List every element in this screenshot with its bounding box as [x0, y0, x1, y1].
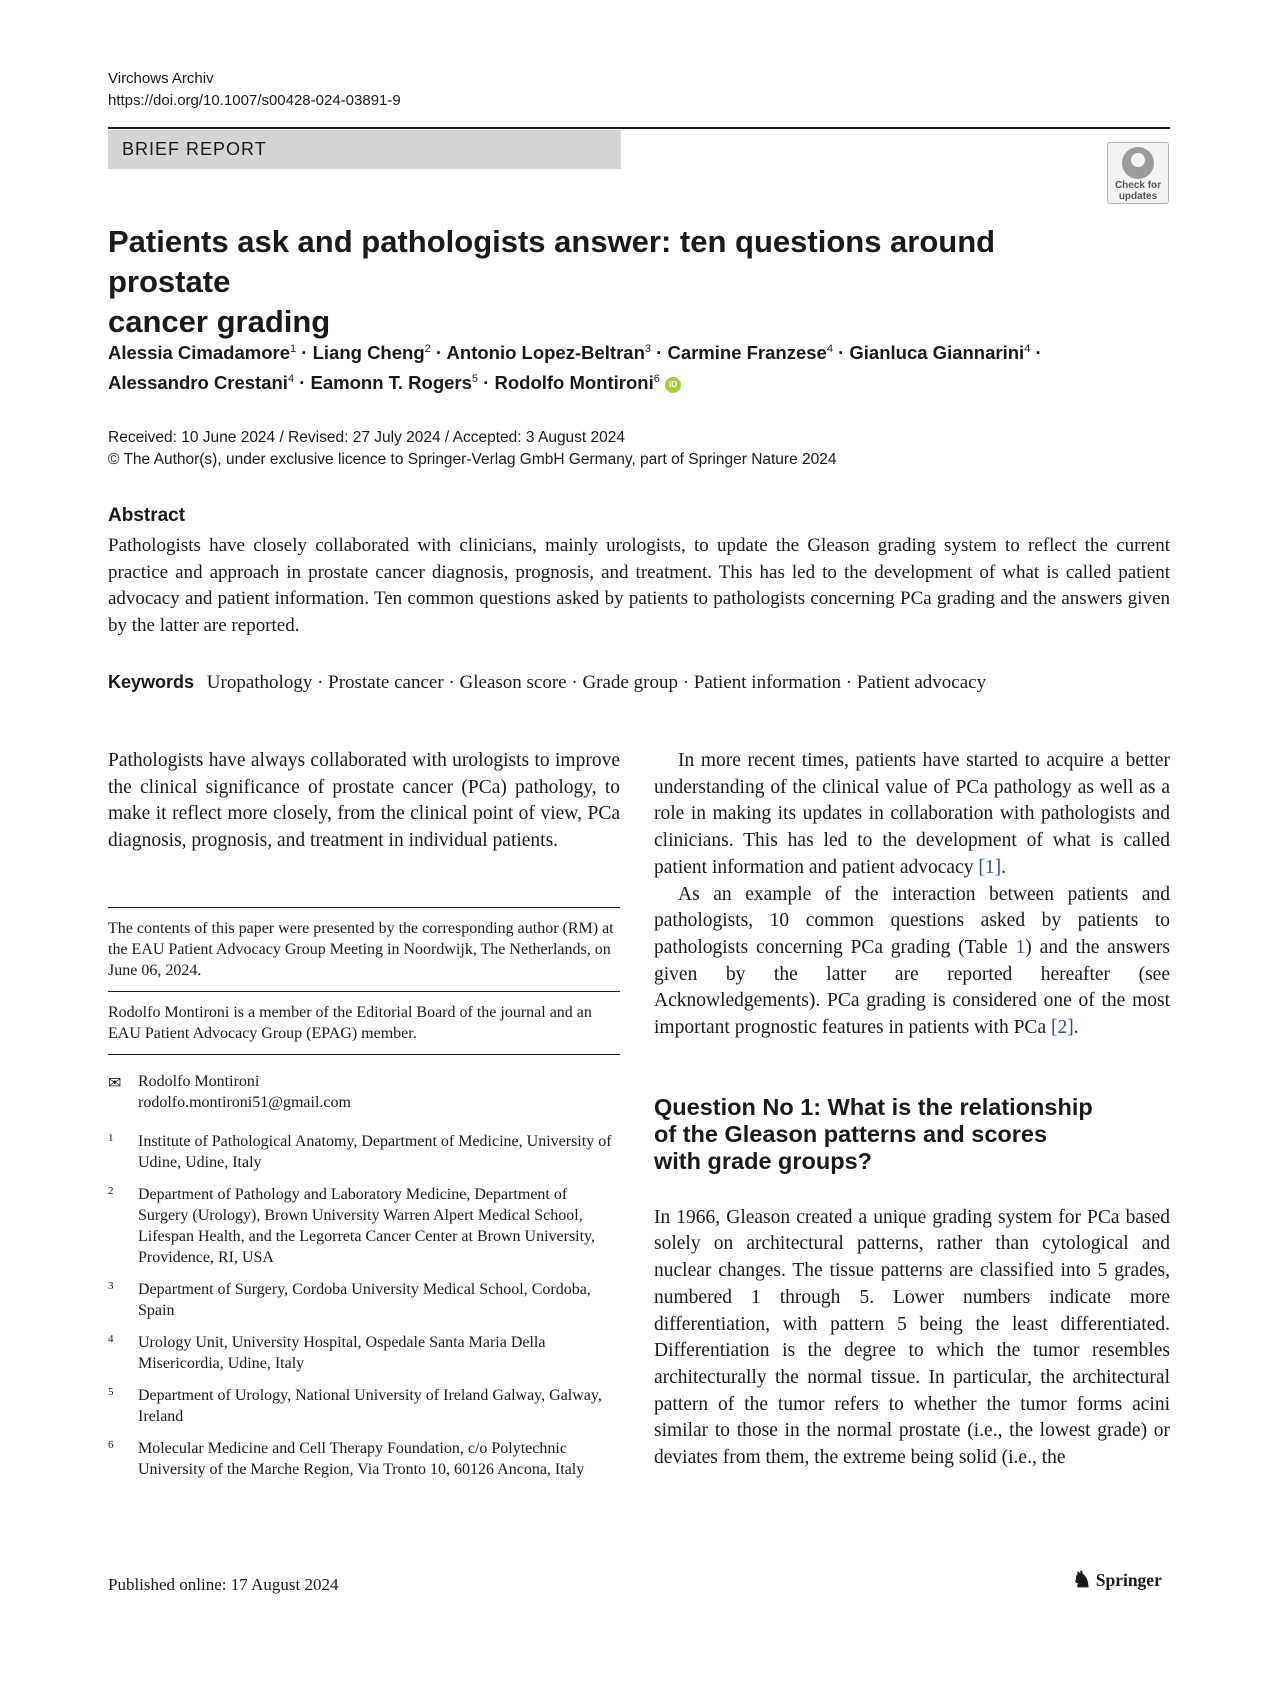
table-link[interactable]: 1 [1015, 936, 1026, 958]
author[interactable]: Rodolfo Montironi$^6$ [494, 372, 660, 394]
title-line-2: cancer grading [108, 304, 331, 339]
author[interactable]: Carmine Franzese$^4$ [667, 342, 833, 364]
journal-header [108, 68, 401, 112]
intro-paragraph: Pathologists have always collaborated with urologists to improve the clinical significance of prostate cancer (PCa) pathology, to make it reflect more closely, from the clinical point of view, PCa diagnosis, prognosis, and treatment in individual patients. [108, 750, 620, 852]
article-type-label: BRIEF REPORT [122, 139, 267, 159]
abstract-text: Pathologists have closely collaborated with clinicians, mainly urologists, to update the Gleason grading system to reflect the current practice and approach in prostate cancer diagnosis, prognosis, and treatment. This has led to the development of what is called patient advocacy and patient information. Ten common questions asked by patients to pathologists concerning PCa grading and the answers given by the latter are reported. [108, 535, 1170, 636]
footnote-rule [108, 907, 620, 908]
author[interactable]: Gianluca Giannarini$^4$ [849, 342, 1031, 364]
keywords-label: Keywords [108, 672, 195, 692]
header-rule [108, 127, 1170, 129]
crossmark-badge[interactable] [1107, 142, 1169, 204]
affiliation-item: 4 Urology Unit, University Hospital, Ospedale Santa Maria Della Misericordia, Udine, Italy [108, 1332, 546, 1372]
envelope-icon: ✉ [108, 1074, 122, 1092]
right-column [654, 748, 1170, 1472]
article-type-bar [108, 130, 621, 169]
footnote-rule [108, 1054, 620, 1055]
correspondence [108, 1071, 620, 1113]
correspondence-name: Rodolfo Montironi [138, 1072, 260, 1090]
author[interactable]: Alessia Cimadamore$^1$ [108, 342, 297, 364]
left-column [108, 748, 620, 1491]
author-separator: · [483, 372, 490, 394]
keyword: Gleason score [459, 672, 567, 693]
publisher-logo [1072, 1567, 1162, 1593]
author-separator: · [435, 342, 443, 364]
orcid-icon[interactable]: iD [665, 377, 681, 393]
abstract-heading: Abstract [108, 505, 186, 526]
author-separator: · [1035, 342, 1042, 364]
citation-link[interactable]: [2] [1050, 1017, 1074, 1039]
correspondence-email[interactable]: rodolfo.montironi51@gmail.com [138, 1093, 351, 1111]
affiliations [108, 1131, 620, 1480]
author-separator: · [299, 372, 306, 394]
author-separator: · [301, 342, 308, 364]
keyword: Patient advocacy [856, 672, 987, 693]
keywords: Keywords Uropathology · Prostate cancer · Gleason score · Grade group · Patient information · Patient advocacy [108, 672, 987, 693]
affiliation-item: 3 Department of Surgery, Cordoba University Medical School, Cordoba, Spain [108, 1279, 591, 1319]
body-paragraph: As an example of the interaction between patients and pathologists, 10 common questions asked by patients to pathologists concerning PCa grading (Table 1) and the answers given by the latter are reported hereafter (see Acknowledgements). PCa grading is considered one of the most important prognostic features in patients with PCa [2]. [654, 883, 1170, 1039]
author[interactable]: Eamonn T. Rogers$^5$ [310, 372, 479, 394]
editorial-footnote: Rodolfo Montironi is a member of the Editorial Board of the journal and an EAU Patient Advocacy Group (EPAG) member. [108, 1003, 592, 1042]
springer-horse-icon: ♞ [1072, 1567, 1092, 1592]
author-separator: · [838, 342, 845, 364]
published-date: Published online: 17 August 2024 [108, 1575, 339, 1594]
history-dates: Received: 10 June 2024 / Revised: 27 July 2024 / Accepted: 3 August 2024 [108, 429, 626, 446]
article-title [108, 222, 1108, 342]
title-line-1: Patients ask and pathologists answer: ten questions around prostate [108, 224, 996, 299]
keyword: Prostate cancer [328, 672, 444, 693]
presentation-footnote: The contents of this paper were presented by the corresponding author (RM) at the EAU Patient Advocacy Group Meeting in Noordwijk, The Netherlands, on June 06, 2024. [108, 919, 614, 979]
body-paragraph: In more recent times, patients have started to acquire a better understanding of the clinical value of PCa pathology as well as a role in making its updates in collaboration with pathologists and clinicians. This has led to the development of what is called patient information and patient advocacy [1]. [654, 750, 1170, 878]
affiliation-item: 1 Institute of Pathological Anatomy, Department of Medicine, University of Udine, Udine, Italy [108, 1131, 612, 1171]
journal-name: Virchows Archiv [108, 70, 214, 87]
author-list [108, 336, 1178, 396]
author-separator: · [656, 342, 663, 364]
author[interactable]: Alessandro Crestani$^4$ [108, 372, 295, 394]
publisher-name: Springer [1095, 1569, 1162, 1590]
crossmark-icon [1122, 147, 1154, 179]
article-history [108, 427, 837, 471]
keyword: Patient information [693, 672, 842, 693]
keyword: Uropathology [206, 672, 313, 693]
footnote-rule [108, 991, 620, 992]
affiliation-item: 5 Department of Urology, National University of Ireland Galway, Galway, Ireland [108, 1385, 602, 1425]
affiliation-item: 6 Molecular Medicine and Cell Therapy Foundation, c/o Polytechnic University of the Marche Region, Via Tronto 10, 60126 Ancona, Italy [108, 1438, 585, 1478]
question-1-text: In 1966, Gleason created a unique grading system for PCa based solely on architectural patterns, rather than cytological and nuclear changes. The tissue patterns are classified into 5 grades, numbered 1 through 5. Lower numbers indicate more differentiation, with pattern 5 being the least differentiated. Differentiation is the degree to which the tumor resembles architecturally the normal tissue. In particular, the architectural pattern of the tumor refers to whether the tumor forms acini similar to those in the normal prostate (i.e., the lowest grade) or deviates from them, the extreme being solid (i.e., the [654, 1206, 1170, 1469]
citation-link[interactable]: [1] [978, 856, 1002, 878]
doi-link[interactable]: https://doi.org/10.1007/s00428-024-03891-9 [108, 92, 401, 109]
author[interactable]: Antonio Lopez-Beltran$^3$ [446, 342, 651, 364]
keyword: Grade group [582, 672, 678, 693]
author[interactable]: Liang Cheng$^2$ [312, 342, 431, 364]
section-heading-question-1: Question No 1: What is the relationship of the Gleason patterns and scores with grade groups? [654, 1093, 1093, 1174]
copyright-line: © The Author(s), under exclusive licence to Springer-Verlag GmbH Germany, part of Springer Nature 2024 [108, 451, 837, 468]
affiliation-item: 2 Department of Pathology and Laboratory Medicine, Department of Surgery (Urology), Brown University Warren Alpert Medical School, Lifespan Health, and the Legorreta Cancer Center at Brown University, Providence, RI, USA [108, 1184, 596, 1266]
crossmark-text: Check for updates [1114, 180, 1162, 202]
